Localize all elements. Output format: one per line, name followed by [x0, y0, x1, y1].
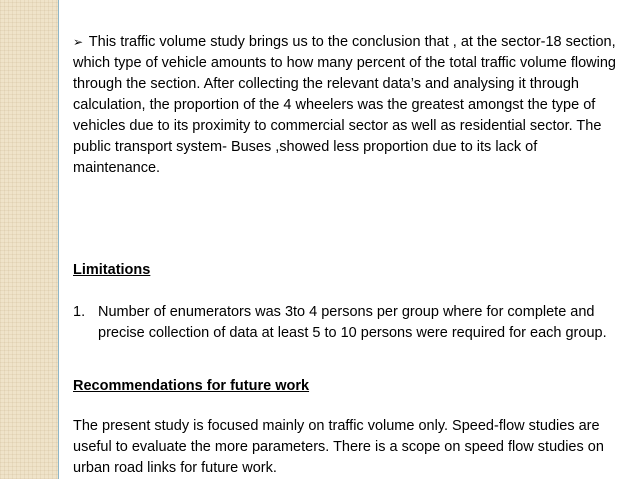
conclusion-paragraph — [73, 32, 618, 179]
conclusion-text: This traffic volume study brings us to the conclusion that , at the sector-18 section, which type of vehicle amounts to how many percent of the total traffic volume flowing through the section. After collecting the relevant data’s and analysing it through calculation, the proportion of the 4 wheelers was the greatest amongst the type of vehicles due to its proximity to commercial sector as well as residential sector. The public transport system- Buses ,showed less proportion due to its lack of maintenance. — [73, 34, 616, 176]
recommendations-heading: Recommendations for future work — [73, 378, 310, 394]
side-panel-divider — [58, 0, 59, 479]
limitations-list-item — [73, 302, 623, 344]
list-item-number: 1. — [73, 304, 86, 320]
limitation-text: Number of enumerators was 3to 4 persons per group where for complete and precise collection of data at least 5 to 10 persons were required for each group. — [98, 304, 607, 341]
limitations-heading: Limitations — [73, 262, 151, 278]
decorative-side-panel — [0, 0, 58, 479]
recommendations-paragraph: The present study is focused mainly on traffic volume only. Speed-flow studies are useful to evaluate the more parameters. There is a scope on speed flow studies on urban road links for future work. — [73, 418, 604, 476]
arrowhead-bullet-icon: ➢ — [73, 35, 84, 49]
slide-content — [72, 0, 632, 479]
